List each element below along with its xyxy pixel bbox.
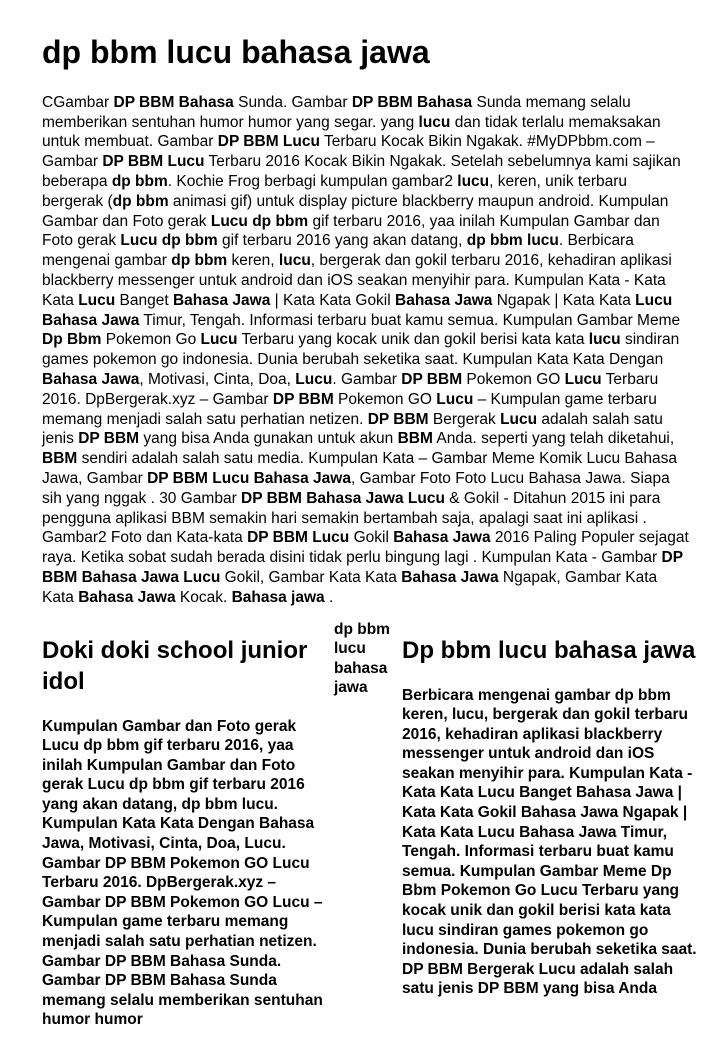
article-right-body: Berbicara mengenai gambar dp bbm keren, lucu, bergerak dan gokil terbaru 2016, kehadiran aplikasi blackberry messenger untuk android dan iOS seakan menyihir para. Kumpulan Kata - Kata Kata Lucu Banget Bahasa Jawa | Kata Kata Gokil Bahasa Jawa Ngapak | Kata Kata Lucu Bahasa Jawa Timur, Tengah. Informasi terbaru buat kamu semua. Kumpulan Gambar Meme Dp Bbm Pokemon Go Lucu Terbaru yang kocak unik dan gokil berisi kata kata lucu sindiran games pokemon go indonesia. Dunia berubah seketika saat. DP BBM Bergerak Lucu adalah salah satu jenis DP BBM yang bisa Anda bbox=[402, 686, 697, 998]
article-left-body: Kumpulan Gambar dan Foto gerak Lucu dp bbm gif terbaru 2016, yaa inilah Kumpulan Gambar dan Foto gerak Lucu dp bbm gif terbaru 2016 yang akan datang, dp bbm lucu. Kumpulan Kata Kata Dengan Bahasa Jawa, Motivasi, Cinta, Doa, Lucu. Gambar DP BBM Pokemon GO Lucu Terbaru 2016. DpBergerak.xyz – Gambar DP BBM Pokemon GO Lucu – Kumpulan game terbaru memang menjadi salah satu perhatian netizen. Gambar DP BBM Bahasa Sunda. Gambar DP BBM Bahasa Sunda memang selalu memberikan sentuhan humor humor bbox=[42, 717, 323, 1029]
article-right-heading: Dp bbm lucu bahasa jawa bbox=[402, 636, 696, 664]
middle-keyword-label: dp bbm lucu bahasa jawa bbox=[334, 620, 390, 697]
article-left bbox=[42, 618, 332, 1031]
columns-section bbox=[42, 618, 698, 1031]
article-left-heading: Doki doki school junior idol bbox=[42, 636, 308, 695]
intro-paragraph: CGambar DP BBM Bahasa Sunda. Gambar DP BBM Bahasa Sunda memang selalu memberikan sentuhan humor humor yang segar. yang lucu dan tidak terlalu memaksakan untuk membuat. Gambar DP BBM Lucu Terbaru Kocak Bikin Ngakak. #MyDPbbm.com – Gambar DP BBM Lucu Terbaru 2016 Kocak Bikin Ngakak. Setelah sebelumnya kami sajikan beberapa dp bbm. Kochie Frog berbagi kumpulan gambar2 lucu, keren, unik terbaru bergerak (dp bbm animasi gif) untuk display picture blackberry maupun android. Kumpulan Gambar dan Foto gerak Lucu dp bbm gif terbaru 2016, yaa inilah Kumpulan Gambar dan Foto gerak Lucu dp bbm gif terbaru 2016 yang akan datang, dp bbm lucu. Berbicara mengenai gambar dp bbm keren, lucu, bergerak dan gokil terbaru 2016, kehadiran aplikasi blackberry messenger untuk android dan iOS seakan menyihir para. Kumpulan Kata - Kata Kata Lucu Banget Bahasa Jawa | Kata Kata Gokil Bahasa Jawa Ngapak | Kata Kata Lucu Bahasa Jawa Timur, Tengah. Informasi terbaru buat kamu semua. Kumpulan Gambar Meme Dp Bbm Pokemon Go Lucu Terbaru yang kocak unik dan gokil berisi kata kata lucu sindiran games pokemon go indonesia. Dunia berubah seketika saat. Kumpulan Kata Kata Dengan Bahasa Jawa, Motivasi, Cinta, Doa, Lucu. Gambar DP BBM Pokemon GO Lucu Terbaru 2016. DpBergerak.xyz – Gambar DP BBM Pokemon GO Lucu – Kumpulan game terbaru memang menjadi salah satu perhatian netizen. DP BBM Bergerak Lucu adalah salah satu jenis DP BBM yang bisa Anda gunakan untuk akun BBM Anda. seperti yang telah diketahui, BBM sendiri adalah salah satu media. Kumpulan Kata – Gambar Meme Komik Lucu Bahasa Jawa, Gambar DP BBM Lucu Bahasa Jawa, Gambar Foto Foto Lucu Bahasa Jawa. Siapa sih yang nggak . 30 Gambar DP BBM Bahasa Jawa Lucu & Gokil - Ditahun 2015 ini para pengguna aplikasi BBM semakin hari semakin bertambah saja, apalagi saat ini aplikasi . Gambar2 Foto dan Kata-kata DP BBM Lucu Gokil Bahasa Jawa 2016 Paling Populer sejagat raya. Ketika sobat sudah berada disini tidak perlu bingung lagi . Kumpulan Kata - Gambar DP BBM Bahasa Jawa Lucu Gokil, Gambar Kata Kata Bahasa Jawa Ngapak, Gambar Kata Kata Bahasa Jawa Kocak. Bahasa jawa . bbox=[42, 93, 689, 606]
page bbox=[0, 34, 724, 1030]
page-title: dp bbm lucu bahasa jawa bbox=[42, 34, 430, 70]
article-middle bbox=[334, 618, 396, 698]
article-right bbox=[402, 618, 698, 1000]
